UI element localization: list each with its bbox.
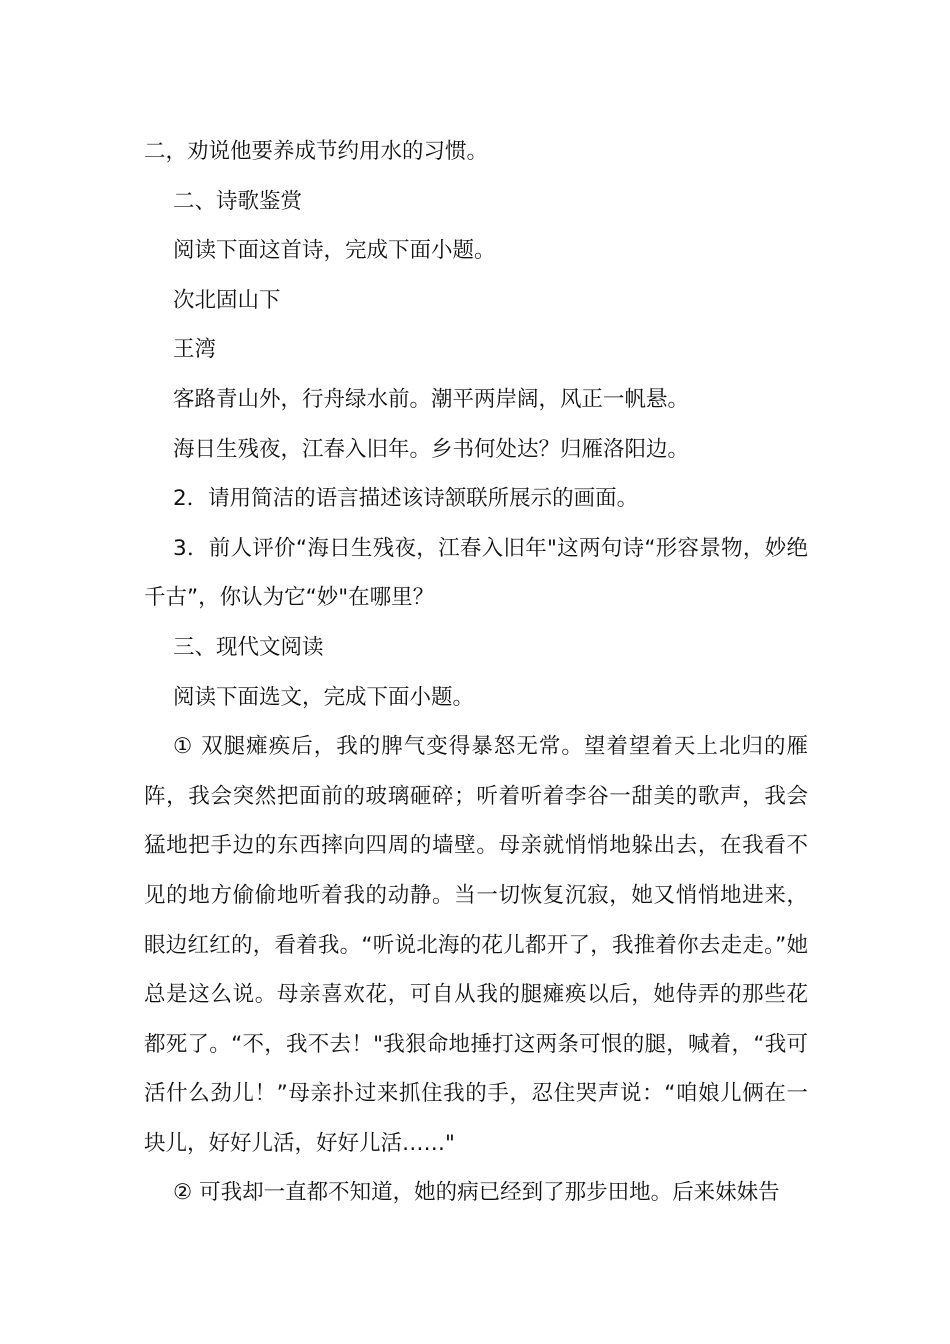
- poem-author: 王湾: [173, 337, 217, 363]
- section-heading-modern-reading: 三、现代文阅读: [173, 634, 324, 660]
- answer-continuation-line: 二，劝说他要养成节约用水的习惯。: [144, 139, 489, 164]
- passage-paragraph-2: ② 可我却一直都不知道，她的病已经到了那步田地。后来妹妹告: [173, 1180, 780, 1206]
- section-heading-poetry: 二、诗歌鉴赏: [173, 188, 303, 214]
- reading-instruction: 阅读下面选文，完成下面小题。: [173, 684, 475, 710]
- poem-stanza-1: 客路青山外，行舟绿水前。潮平两岸阔，风正一帆悬。: [173, 386, 690, 412]
- passage-paragraph-1: ① 双腿瘫痪后，我的脾气变得暴怒无常。望着望着天上北归的雁阵，我会突然把面前的玻璃砸碎；听着听着李谷一甜美的歌声，我会猛地把手边的东西摔向四周的墙壁。母亲就悄悄地躲出去，在我看不见的地方偷偷地听着我的动静。当一切恢复沉寂，她又悄悄地进来，眼边红红的，看着我。“听说北海的花儿都开了，我推着你去走走。”她总是这么说。母亲喜欢花，可自从我的腿瘫痪以后，她侍弄的那些花都死了。“不，我不去！"我狠命地捶打这两条可恨的腿，喊着，“我可活什么劲儿！”母亲扑过来抓住我的手，忍住哭声说：“咱娘儿俩在一块儿，好好儿活，好好儿活……": [144, 734, 808, 1156]
- poem-title: 次北固山下: [173, 287, 281, 313]
- poetry-instruction: 阅读下面这首诗，完成下面小题。: [173, 238, 496, 264]
- poem-stanza-2: 海日生残夜，江春入旧年。乡书何处达？归雁洛阳边。: [173, 436, 690, 462]
- question-2: 2．请用简洁的语言描述该诗颔联所展示的画面。: [173, 486, 639, 512]
- document-body: [144, 127, 808, 1218]
- question-3: 3．前人评价“海日生残夜，江春入旧年"这两句诗“形容景物，妙绝千古”，你认为它“妙"在哪里？: [144, 535, 808, 611]
